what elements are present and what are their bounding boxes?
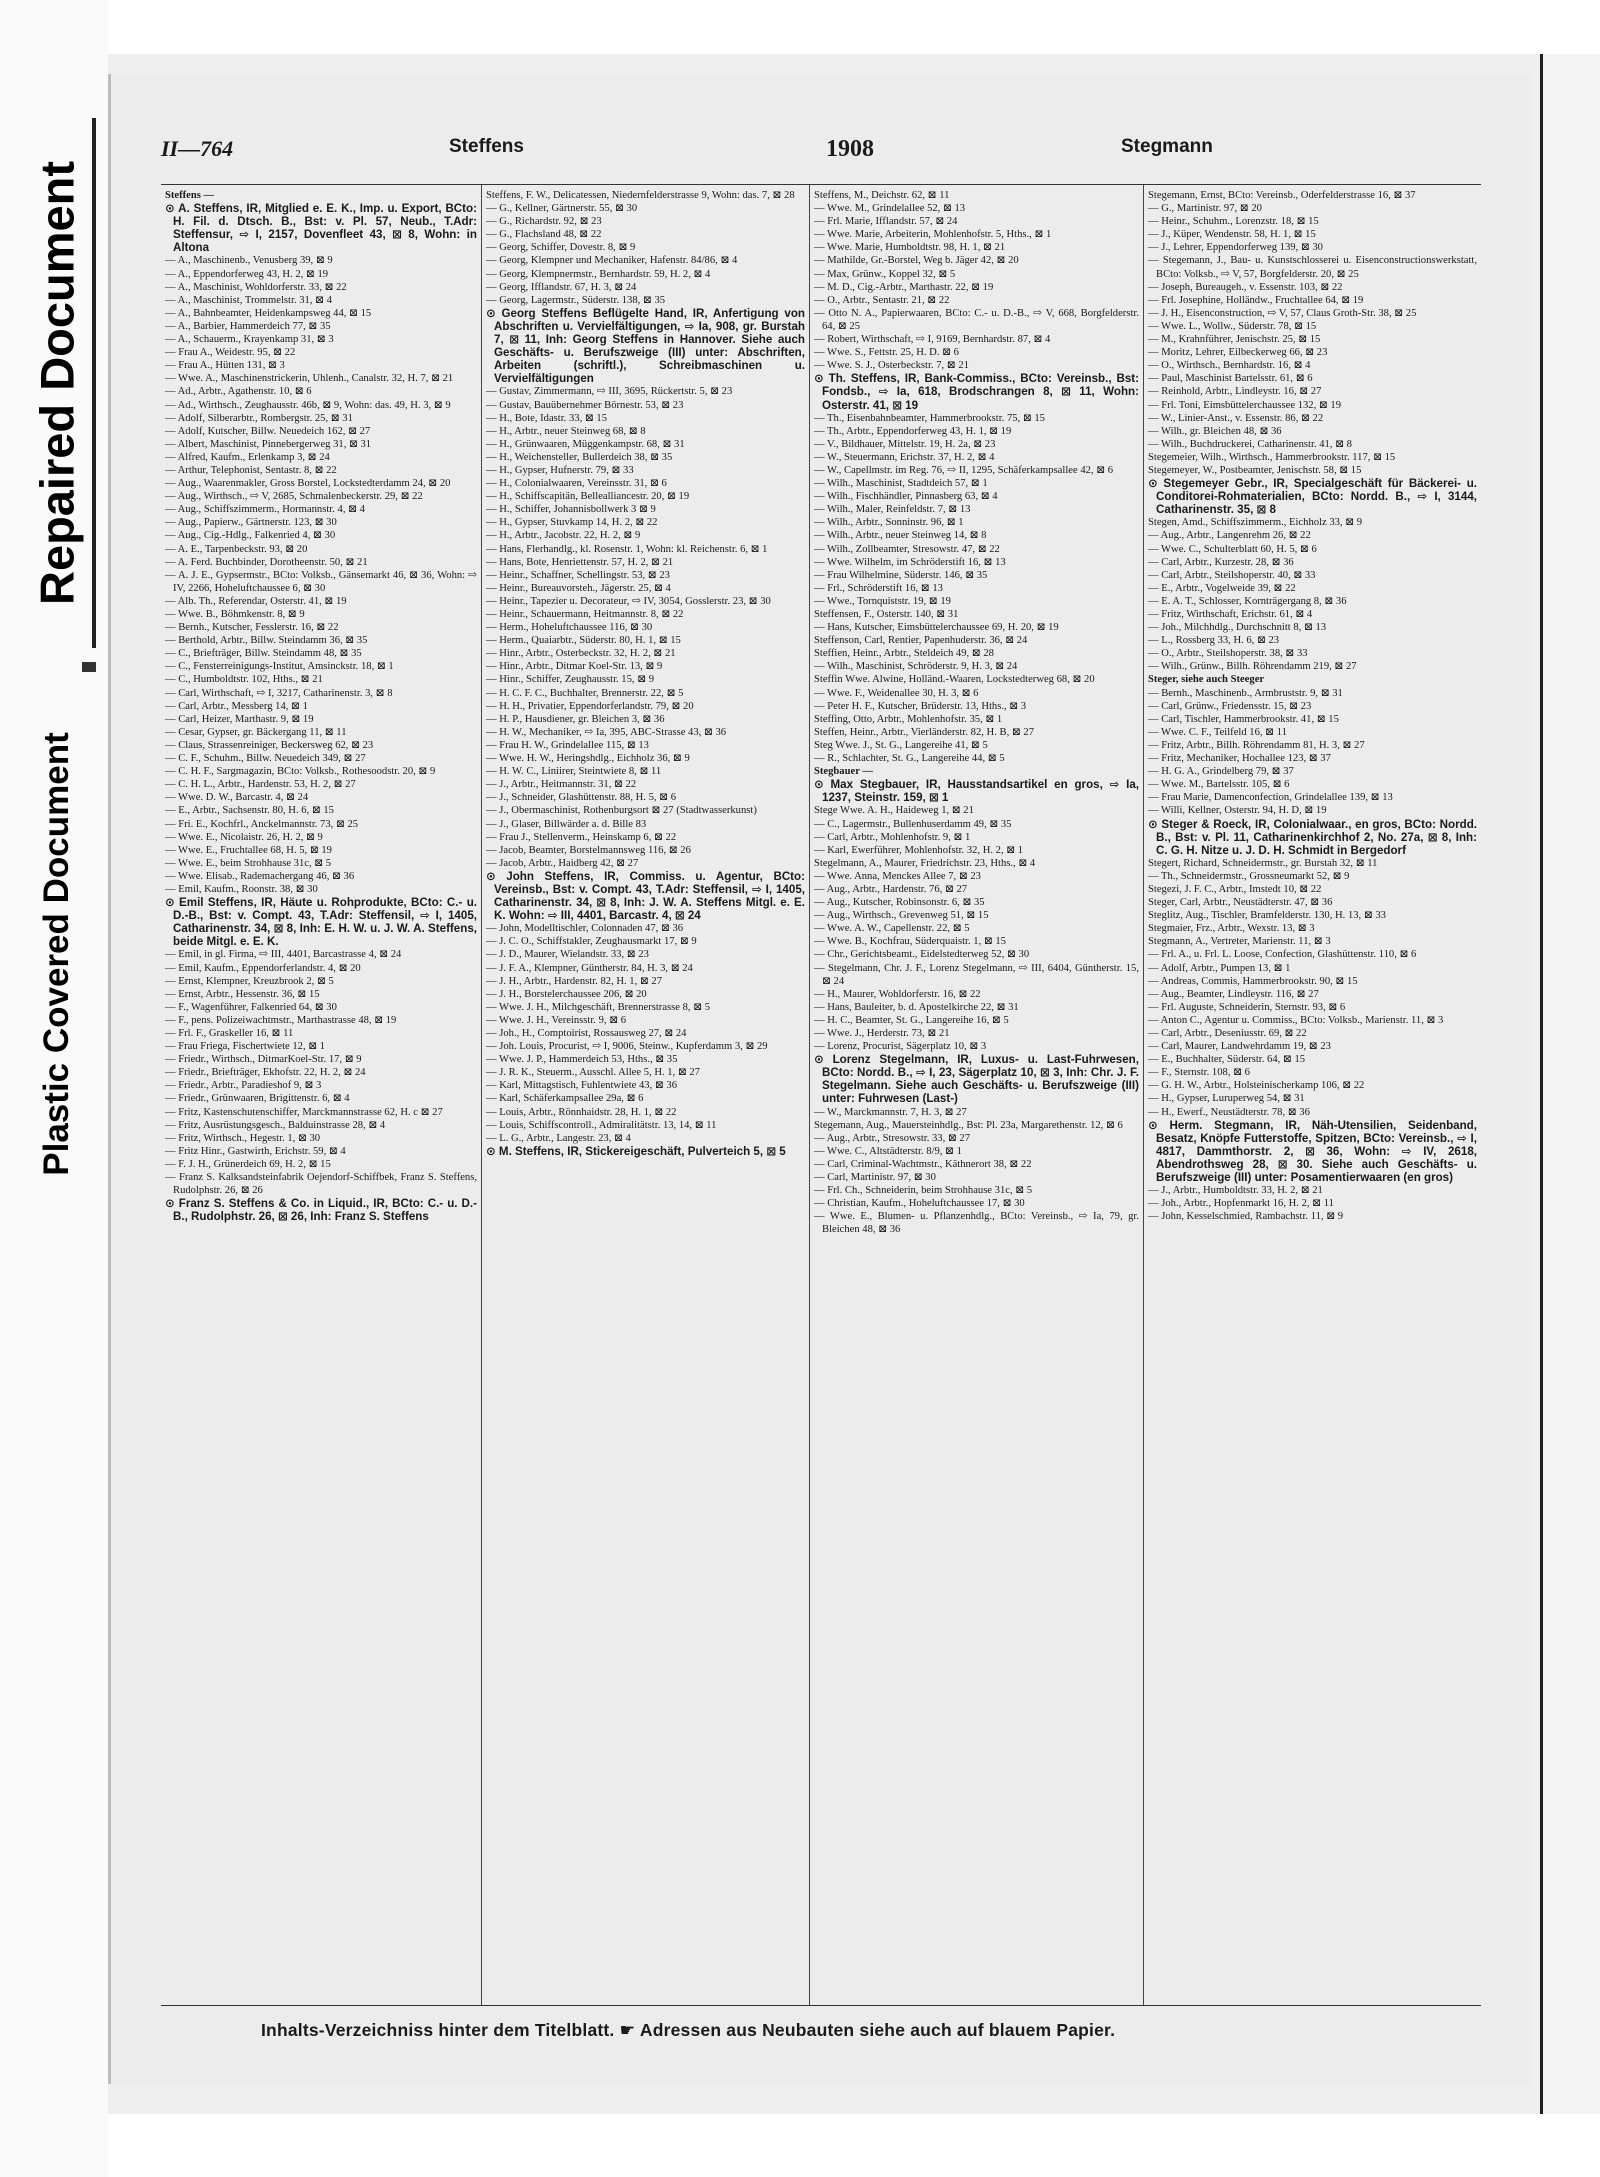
header-right-keyword: Stegmann xyxy=(1121,136,1213,157)
directory-entry: — A., Maschinist, Wohldorferstr. 33, ⊠ 22 xyxy=(165,281,347,293)
directory-entry: — Alfred, Kaufm., Erlenkamp 3, ⊠ 24 xyxy=(165,451,330,463)
directory-entry: — A. E., Tarpenbeckstr. 93, ⊠ 20 xyxy=(165,543,308,555)
column-3 xyxy=(809,185,1143,2005)
directory-entry: — Herm., Hoheluftchaussee 116, ⊠ 30 xyxy=(486,622,653,634)
directory-entry: — J. H., Borstelerchaussee 206, ⊠ 20 xyxy=(486,988,647,1000)
directory-entry: — Aug., Arbtr., Langenrehm 26, ⊠ 22 xyxy=(1148,530,1311,542)
directory-entry: — Wwe. E., beim Strohhause 31c, ⊠ 5 xyxy=(165,857,332,869)
directory-entry: — Wwe. H. W., Heringshdlg., Eichholz 36, ⊠ 9 xyxy=(486,753,690,765)
directory-entry: — A., Maschinist, Trommelstr. 31, ⊠ 4 xyxy=(165,294,332,306)
directory-entry: — Gustav, Bauübernehmer Börnestr. 53, ⊠ 23 xyxy=(486,399,684,411)
directory-entry: — Carl, Criminal-Wachtmstr., Käthnerort 38, ⊠ 22 xyxy=(814,1158,1032,1170)
directory-entry: — Hans, Flerhandlg., kl. Rosenstr. 1, Wohn: kl. Reichenstr. 6, ⊠ 1 xyxy=(486,543,768,555)
directory-entry: — H., Grünwaaren, Müggenkampstr. 68, ⊠ 31 xyxy=(486,438,685,450)
directory-entry: — H., Gypser, Luruperweg 54, ⊠ 31 xyxy=(1148,1093,1305,1105)
surname-heading: Stegbauer — xyxy=(814,766,873,778)
directory-entry: Steg Wwe. J., St. G., Langereihe 41, ⊠ 5 xyxy=(814,739,988,751)
directory-entry: — C. H. F., Sargmagazin, BCto: Volksb., Rothesoodstr. 20, ⊠ 9 xyxy=(165,766,436,778)
directory-entry: — Joh., Arbtr., Hopfenmarkt 16, H. 2, ⊠ 11 xyxy=(1148,1198,1334,1210)
directory-entry: — J. D., Maurer, Wielandstr. 33, ⊠ 23 xyxy=(486,949,649,961)
directory-entry: — Carl, Arbtr., Steilshoperstr. 40, ⊠ 33 xyxy=(1148,569,1316,581)
directory-entry: — Frl. Ch., Schneiderin, beim Strohhause 31c, ⊠ 5 xyxy=(814,1185,1033,1197)
directory-entry: — H., Schiffer, Johannisbollwerk 3 ⊠ 9 xyxy=(486,504,656,516)
directory-entry: — Emil, Kaufm., Roonstr. 38, ⊠ 30 xyxy=(165,883,318,895)
directory-entry: — Wwe. J., Herderstr. 73, ⊠ 21 xyxy=(814,1028,950,1039)
directory-entry: — E., Arbtr., Vogelweide 39, ⊠ 22 xyxy=(1148,582,1296,594)
page-number: II—764 xyxy=(161,136,234,161)
header-left-keyword: Steffens xyxy=(449,136,524,157)
directory-entry: — Hinr., Arbtr., Osterbeckstr. 32, H. 2, ⊠ 21 xyxy=(486,648,676,660)
directory-entry: Steffien, Heinr., Arbtr., Steldeich 49, ⊠ 28 xyxy=(814,648,994,660)
firm-entry: ⊙ Emil Steffens, IR, Häute u. Rohprodukte, BCto: C.- u. D.-B., Bst: v. Compt. 43, T.Adr: Steffensil, ⇨ I, 1405, Catharinenstr. 34, ⊠ 8, Inh: E. H. W. u. J. W. A. Steffens, beide Mitgl. e. E. K. xyxy=(165,896,477,949)
directory-entry: — H. C., Beamter, St. G., Langereihe 16, ⊠ 5 xyxy=(814,1014,1009,1026)
directory-entry: — Wwe. A. W., Capellenstr. 22, ⊠ 5 xyxy=(814,923,970,935)
scanned-page xyxy=(108,54,1598,2114)
directory-entry: Stegen, Amd., Schiffszimmerm., Eichholz 33, ⊠ 9 xyxy=(1148,517,1363,529)
directory-entry: — Berthold, Arbtr., Billw. Steindamm 36, ⊠ 35 xyxy=(165,635,368,647)
directory-entry: — Claus, Strassenreiniger, Beckersweg 62, ⊠ 23 xyxy=(165,739,374,751)
directory-entry: Steger, Carl, Arbtr., Neustädterstr. 47, ⊠ 36 xyxy=(1148,897,1333,909)
column-1 xyxy=(161,185,481,2005)
directory-entry: — Wwe., Tornquiststr. 19, ⊠ 19 xyxy=(814,595,951,607)
repaired-label-text: Repaired Document xyxy=(30,161,84,605)
directory-entry: — Hinr., Arbtr., Ditmar Koel-Str. 13, ⊠ 9 xyxy=(486,661,663,673)
directory-entry: — Wwe. C., Schulterblatt 60, H. 5, ⊠ 6 xyxy=(1148,543,1317,555)
firm-entry: ⊙ Franz S. Steffens & Co. in Liquid., IR, BCto: C.- u. D.-B., Rudolphstr. 26, ⊠ 26, Inh: Franz S. Steffens xyxy=(165,1197,477,1224)
directory-entry: Stegmann, A., Vertreter, Marienstr. 11, ⊠ 3 xyxy=(1148,936,1331,948)
directory-entry: — J., Arbtr., Heitmannstr. 31, ⊠ 22 xyxy=(486,779,637,791)
directory-entry: — Wwe. Anna, Menckes Allee 7, ⊠ 23 xyxy=(814,870,981,882)
directory-entry: — Wilh., Maler, Reinfeldstr. 7, ⊠ 13 xyxy=(814,504,971,516)
directory-entry: — Heinr., Tapezier u. Decorateur, ⇨ IV, 3054, Gosslerstr. 23, ⊠ 30 xyxy=(486,595,771,607)
directory-entry: — Georg, Klempner und Mechaniker, Hafenstr. 84/86, ⊠ 4 xyxy=(486,255,738,267)
directory-columns xyxy=(161,184,1481,2006)
directory-entry: — Aug., Wirthsch., Grevenweg 51, ⊠ 15 xyxy=(814,910,989,922)
directory-entry: — Friedr., Briefträger, Ekhofstr. 22, H. 2, ⊠ 24 xyxy=(165,1067,366,1079)
directory-entry: — Wilh., Maschinist, Schröderstr. 9, H. 3, ⊠ 24 xyxy=(814,661,1018,673)
directory-entry: — C., Lagermstr., Bullenhuserdamm 49, ⊠ 35 xyxy=(814,818,1012,830)
directory-entry: — Aug., Beamter, Lindleystr. 116, ⊠ 27 xyxy=(1148,988,1319,1000)
directory-entry: — L., Rossberg 33, H. 6, ⊠ 23 xyxy=(1148,635,1280,647)
directory-entry: — Aug., Waarenmakler, Gross Borstel, Lockstedterdamm 24, ⊠ 20 xyxy=(165,478,451,490)
directory-entry: — H., Weichensteller, Bullerdeich 38, ⊠ 35 xyxy=(486,451,673,463)
directory-entry: — C. H. L., Arbtr., Hardenstr. 53, H. 2, ⊠ 27 xyxy=(165,779,356,791)
directory-entry: — Heinr., Schuhm., Lorenzstr. 18, ⊠ 15 xyxy=(1148,216,1319,228)
directory-entry: — C. F., Schuhm., Billw. Neuedeich 349, ⊠ 27 xyxy=(165,753,366,765)
directory-entry: — Karl, Ewerführer, Mohlenhofstr. 32, H. 2, ⊠ 1 xyxy=(814,844,1024,856)
directory-entry: — Georg, Ifflandstr. 67, H. 3, ⊠ 24 xyxy=(486,281,637,293)
directory-entry: — Mathilde, Gr.-Borstel, Weg b. Jäger 42, ⊠ 20 xyxy=(814,255,1019,267)
directory-entry: Steffenson, Carl, Rentier, Papenhuderstr. 36, ⊠ 24 xyxy=(814,635,1028,647)
directory-entry: — Frau A., Hütten 131, ⊠ 3 xyxy=(165,360,285,372)
directory-entry: — Carl, Arbtr., Mohlenhofstr. 9, ⊠ 1 xyxy=(814,831,971,843)
directory-entry: — A., Bahnbeamter, Heidenkampsweg 44, ⊠ 15 xyxy=(165,307,372,319)
directory-entry: — Frl., Schröderstift 16, ⊠ 13 xyxy=(814,582,943,594)
directory-entry: — F. J. H., Grünerdeich 69, H. 2, ⊠ 15 xyxy=(165,1158,331,1170)
directory-entry: — Aug., Cig.-Hdlg., Falkenried 4, ⊠ 30 xyxy=(165,530,336,542)
directory-entry: — J. H., Eisenconstruction, ⇨ V, 57, Claus Groth-Str. 38, ⊠ 25 xyxy=(1148,307,1417,319)
directory-entry: — H. W., Mechaniker, ⇨ Ia, 395, ABC-Strasse 43, ⊠ 36 xyxy=(486,726,727,738)
directory-entry: — V., Bildhauer, Mittelstr. 19, H. 2a, ⊠ 23 xyxy=(814,438,996,450)
directory-entry: — G., Flachsland 48, ⊠ 22 xyxy=(486,229,602,241)
directory-entry: — H., Bote, Idastr. 33, ⊠ 15 xyxy=(486,412,607,424)
directory-entry: — H., Gypser, Hufnerstr. 79, ⊠ 33 xyxy=(486,464,634,476)
directory-entry: — Franz S. Kalksandsteinfabrik Oejendorf-Schiffbek, Franz S. Steffens, Rudolphstr. 26, ⊠ 26 xyxy=(165,1172,477,1197)
directory-entry: — M. D., Cig.-Arbtr., Marthastr. 22, ⊠ 19 xyxy=(814,281,994,293)
directory-entry: — Arthur, Telephonist, Sentastr. 8, ⊠ 22 xyxy=(165,464,337,476)
directory-entry: — Wwe. M., Grindelallee 52, ⊠ 13 xyxy=(814,203,966,215)
directory-entry: — John, Kesselschmied, Rambachstr. 11, ⊠ 9 xyxy=(1148,1211,1344,1223)
directory-entry: — H. H., Privatier, Eppendorferlandstr. 79, ⊠ 20 xyxy=(486,700,694,712)
directory-entry: — J. F. A., Klempner, Güntherstr. 84, H. 3, ⊠ 24 xyxy=(486,962,693,974)
directory-entry: — Karl, Mittagstisch, Fuhlentwiete 43, ⊠ 36 xyxy=(486,1080,678,1092)
directory-entry: — J., Lehrer, Eppendorferweg 139, ⊠ 30 xyxy=(1148,242,1323,254)
directory-entry: — Wwe. D. W., Barcastr. 4, ⊠ 24 xyxy=(165,792,309,804)
directory-entry: — Heinr., Schauermann, Heitmannstr. 8, ⊠ 22 xyxy=(486,609,684,620)
directory-entry: Stegemann, Aug., Mauersteinhdlg., Bst: Pl. 23a, Margarethenstr. 12, ⊠ 6 xyxy=(814,1119,1123,1131)
directory-entry: — F., Sternstr. 108, ⊠ 6 xyxy=(1148,1067,1250,1079)
directory-entry: — Karl, Schäferkampsallee 29a, ⊠ 6 xyxy=(486,1093,644,1105)
directory-entry: — Wwe. S., Fettstr. 25, H. D. ⊠ 6 xyxy=(814,347,959,359)
directory-entry: — J., Obermaschinist, Rothenburgsort ⊠ 27 (Stadtwasserkunst) xyxy=(486,805,757,817)
directory-entry: Stegert, Richard, Schneidermstr., gr. Burstah 32, ⊠ 11 xyxy=(1148,857,1378,869)
repaired-document-label xyxy=(22,118,96,648)
directory-entry: — H., Maurer, Wohldorferstr. 16, ⊠ 22 xyxy=(814,988,981,1000)
directory-entry: Steffens, M., Deichstr. 62, ⊠ 11 xyxy=(814,190,950,201)
directory-entry: Stegemeier, Wilh., Wirthsch., Hammerbrookstr. 117, ⊠ 15 xyxy=(1148,451,1396,463)
directory-entry: — H., Colonialwaaren, Vereinsstr. 31, ⊠ 6 xyxy=(486,478,667,490)
directory-entry: — A., Schauerm., Krayenkamp 31, ⊠ 3 xyxy=(165,334,334,346)
plastic-covered-label xyxy=(22,676,92,1232)
surname-heading: Steger, siehe auch Steeger xyxy=(1148,674,1265,686)
surname-heading: Steffens — xyxy=(165,190,215,201)
firm-entry: ⊙ Th. Steffens, IR, Bank-Commiss., BCto: Vereinsb., Bst: Fondsb., ⇨ Ia, 618, Brodschrangen 8, ⊠ 11, Wohn: Osterstr. 41, ⊠ 19 xyxy=(814,372,1139,412)
directory-entry: — C., Briefträger, Billw. Steindamm 48, ⊠ 35 xyxy=(165,648,362,660)
directory-entry: — Frl. Marie, Ifflandstr. 57, ⊠ 24 xyxy=(814,216,958,228)
directory-entry: — Carl, Martinistr. 97, ⊠ 30 xyxy=(814,1172,936,1184)
directory-entry: — Louis, Schiffscontroll., Admiralitätstr. 13, 14, ⊠ 11 xyxy=(486,1119,717,1131)
directory-entry: — Peter H. F., Kutscher, Brüderstr. 13, Hths., ⊠ 3 xyxy=(814,700,1027,712)
directory-entry: — H., Gypser, Stuvkamp 14, H. 2, ⊠ 22 xyxy=(486,517,658,529)
firm-entry: ⊙ Herm. Stegmann, IR, Näh-Utensilien, Seidenband, Besatz, Knöpfe Futterstoffe, Spitzen, BCto: Vereinsb., ⇨ I, 4817, Dammthorstr. 2, ⊠ 36, Wohn: ⇨ IV, 2618, Abendrothsweg 28, ⊠ 30. Siehe auch Geschäfts- u. Berufszweige (III) unter: Posamentierwaaren (en gros) xyxy=(1148,1118,1477,1185)
directory-entry: — G., Martinistr. 97, ⊠ 20 xyxy=(1148,203,1262,215)
directory-entry: Steglitz, Aug., Tischler, Bramfelderstr. 130, H. 13, ⊠ 33 xyxy=(1148,910,1386,922)
directory-entry: — Frau Marie, Damenconfection, Grindelallee 139, ⊠ 13 xyxy=(1148,792,1393,804)
directory-entry: — L. G., Arbtr., Langestr. 23, ⊠ 4 xyxy=(486,1132,631,1144)
directory-entry: — Anton C., Agentur u. Commiss., BCto: Volksb., Marienstr. 11, ⊠ 3 xyxy=(1148,1014,1444,1026)
firm-entry: ⊙ Max Stegbauer, IR, Hausstandsartikel en gros, ⇨ Ia, 1237, Steinstr. 159, ⊠ 1 xyxy=(814,778,1139,805)
directory-entry: — Frau Wilhelmine, Süderstr. 146, ⊠ 35 xyxy=(814,569,988,581)
directory-entry: — Ad., Arbtr., Agathenstr. 10, ⊠ 6 xyxy=(165,386,312,398)
column-4 xyxy=(1143,185,1481,2005)
running-header xyxy=(161,136,1491,176)
directory-entry: — H. P., Hausdiener, gr. Bleichen 3, ⊠ 36 xyxy=(486,713,665,725)
firm-entry: ⊙ Lorenz Stegelmann, IR, Luxus- u. Last-Fuhrwesen, BCto: Nordd. B., ⇨ I, 23, Sägerplatz 10, ⊠ 3, Inh: Chr. J. F. Stegelmann. Siehe auch Geschäfts- u. Berufszweige (III) unter: Fuhrwesen (Last-) xyxy=(814,1053,1139,1106)
directory-entry: — Wwe. A., Maschinenstrickerin, Uhlenh., Canalstr. 32, H. 7, ⊠ 21 xyxy=(165,373,454,385)
directory-entry: — Georg, Lagermstr., Süderstr. 138, ⊠ 35 xyxy=(486,294,666,306)
directory-entry: — Fritz, Wirthschaft, Erichstr. 61, ⊠ 4 xyxy=(1148,609,1313,620)
directory-entry: — C., Humboldtstr. 102, Hths., ⊠ 21 xyxy=(165,674,323,686)
directory-entry: — Fritz, Kastenschutenschiffer, Marckmannstrasse 62, H. c ⊠ 27 xyxy=(165,1106,443,1118)
directory-entry: — John, Modelltischler, Colonnaden 47, ⊠ 36 xyxy=(486,923,684,935)
directory-entry: — Wilh., Arbtr., Sonninstr. 96, ⊠ 1 xyxy=(814,517,964,529)
footer-note: Inhalts-Verzeichniss hinter dem Titelblatt. ☛ Adressen aus Neubauten siehe auch auf blauem Papier. xyxy=(261,2020,1116,2040)
directory-entry: — F., pens. Polizeiwachtmstr., Marthastrasse 48, ⊠ 19 xyxy=(165,1014,397,1026)
directory-entry: — Otto N. A., Papierwaaren, BCto: C.- u. D.-B., ⇨ V, 668, Borgfelderstr. 64, ⊠ 25 xyxy=(814,307,1139,332)
directory-entry: — Joh., H., Comptoirist, Rossausweg 27, ⊠ 24 xyxy=(486,1028,687,1039)
directory-entry: — A., Maschinenb., Venusberg 39, ⊠ 9 xyxy=(165,255,333,267)
directory-entry: — Ad., Wirthsch., Zeughausstr. 46b, ⊠ 9, Wohn: das. 49, H. 3, ⊠ 9 xyxy=(165,399,451,411)
directory-entry: — Wwe. Wilhelm, im Schröderstift 16, ⊠ 13 xyxy=(814,556,1006,568)
directory-entry: — Hinr., Schiffer, Zeughausstr. 15, ⊠ 9 xyxy=(486,674,655,686)
directory-entry: — Wwe. J. P., Hammerdeich 53, Hths., ⊠ 35 xyxy=(486,1054,678,1066)
directory-entry: — H., Arbtr., neuer Steinweg 68, ⊠ 8 xyxy=(486,425,646,437)
directory-entry: — Frau H. W., Grindelallee 115, ⊠ 13 xyxy=(486,739,649,751)
directory-entry: — Willi, Kellner, Osterstr. 94, H. D, ⊠ 19 xyxy=(1148,805,1327,817)
plastic-label-text: Plastic Covered Document xyxy=(37,732,76,1176)
directory-entry: — Friedr., Arbtr., Paradieshof 9, ⊠ 3 xyxy=(165,1080,322,1092)
directory-entry: — Robert, Wirthschaft, ⇨ I, 9169, Bernhardstr. 87, ⊠ 4 xyxy=(814,334,1051,346)
directory-entry: — Albert, Maschinist, Pinnebergerweg 31, ⊠ 31 xyxy=(165,438,372,450)
directory-entry: — Alb. Th., Referendar, Osterstr. 41, ⊠ 19 xyxy=(165,595,347,607)
directory-entry: Stegezi, J. F. C., Arbtr., Imstedt 10, ⊠ 22 xyxy=(1148,883,1322,895)
directory-entry: — O., Arbtr., Sentastr. 21, ⊠ 22 xyxy=(814,294,950,306)
directory-entry: — Frl. F., Graskeller 16, ⊠ 11 xyxy=(165,1028,294,1039)
directory-entry: — Fritz, Ausrüstungsgesch., Balduinstrasse 28, ⊠ 4 xyxy=(165,1119,386,1131)
directory-entry: — J. R. K., Steuerm., Ausschl. Allee 5, H. 1, ⊠ 27 xyxy=(486,1067,700,1079)
directory-entry: Steffensen, F., Osterstr. 140, ⊠ 31 xyxy=(814,609,959,620)
directory-entry: — C., Fensterreinigungs-Institut, Amsinckstr. 18, ⊠ 1 xyxy=(165,661,394,673)
directory-entry: — Wwe. M., Bartelsstr. 105, ⊠ 6 xyxy=(1148,779,1290,791)
firm-entry: ⊙ Stegemeyer Gebr., IR, Specialgeschäft für Bäckerei- u. Conditorei-Rohmaterialien, BCto: Nordd. B., ⇨ I, 3144, Catharinenstr. 35, ⊠ 8 xyxy=(1148,477,1477,517)
directory-entry: Steffin Wwe. Alwine, Holländ.-Waaren, Lockstedterweg 68, ⊠ 20 xyxy=(814,674,1095,686)
directory-entry: — Th., Arbtr., Eppendorferweg 43, H. 1, ⊠ 19 xyxy=(814,425,1012,437)
directory-entry: — Christian, Kaufm., Hoheluftchaussee 17, ⊠ 30 xyxy=(814,1198,1025,1210)
directory-entry: — J., Glaser, Billwärder a. d. Bille 83 xyxy=(486,818,647,830)
directory-entry: — Wilh., Zollbeamter, Stresowstr. 47, ⊠ 22 xyxy=(814,543,1000,555)
directory-entry: — Frau Friega, Fischertwiete 12, ⊠ 1 xyxy=(165,1041,326,1053)
directory-entry: — J., Schneider, Glashüttenstr. 88, H. 5, ⊠ 6 xyxy=(486,792,676,804)
directory-entry: — W., Steuermann, Erichstr. 37, H. 2, ⊠ 4 xyxy=(814,451,995,463)
directory-entry: — Herm., Quaiarbtr., Süderstr. 80, H. 1, ⊠ 15 xyxy=(486,635,681,647)
directory-entry: — Wwe. Marie, Arbeiterin, Mohlenhofstr. 5, Hths., ⊠ 1 xyxy=(814,229,1052,241)
directory-entry: — Wwe. Elisab., Rademachergang 46, ⊠ 36 xyxy=(165,870,355,882)
directory-entry: — Adolf, Kutscher, Billw. Neuedeich 162, ⊠ 27 xyxy=(165,425,371,437)
directory-entry: — Frl. Toni, Eimsbüttelerchaussee 132, ⊠ 19 xyxy=(1148,399,1342,411)
directory-entry: Stegelmann, A., Maurer, Friedrichstr. 23, Hths., ⊠ 4 xyxy=(814,857,1036,869)
directory-entry: — Emil, Kaufm., Eppendorferlandstr. 4, ⊠ 20 xyxy=(165,962,361,974)
directory-entry: — H., Schiffscapitän, Bellealliancestr. 20, ⊠ 19 xyxy=(486,491,690,503)
directory-entry: — H. C. F. C., Buchhalter, Brennerstr. 22, ⊠ 5 xyxy=(486,687,684,699)
directory-entry: — J., Küper, Wendenstr. 58, H. 1, ⊠ 15 xyxy=(1148,229,1316,241)
directory-entry: — Cesar, Gypser, gr. Bäckergang 11, ⊠ 11 xyxy=(165,726,347,738)
directory-entry: — Wwe. S. J., Osterbeckstr. 7, ⊠ 21 xyxy=(814,360,969,372)
directory-entry: Stegemann, Ernst, BCto: Vereinsb., Oderfelderstrasse 16, ⊠ 37 xyxy=(1148,190,1416,201)
directory-entry: — M., Krahnführer, Jenischstr. 25, ⊠ 15 xyxy=(1148,334,1321,346)
directory-entry: — A. J. E., Gypsermstr., BCto: Volksb., Gänsemarkt 46, ⊠ 36, Wohn: ⇨ IV, 2266, Hoheluftchaussee 6, ⊠ 30 xyxy=(165,569,477,594)
directory-entry: — Lorenz, Procurist, Sägerplatz 10, ⊠ 3 xyxy=(814,1041,987,1053)
directory-entry: — Frau A., Weidestr. 95, ⊠ 22 xyxy=(165,347,296,359)
directory-entry: — Jacob, Beamter, Borstelmannsweg 116, ⊠ 26 xyxy=(486,844,691,856)
directory-entry: — Carl, Wirthschaft, ⇨ I, 3217, Catharinenstr. 3, ⊠ 8 xyxy=(165,687,393,699)
directory-entry: — A. Ferd. Buchbinder, Dorotheenstr. 50, ⊠ 21 xyxy=(165,556,368,568)
directory-entry: — Wwe. J. H., Milchgeschäft, Brennerstrasse 8, ⊠ 5 xyxy=(486,1001,711,1013)
column-2 xyxy=(481,185,809,2005)
label-divider xyxy=(82,662,96,672)
directory-entry: — Fri. E., Kochfrl., Anckelmannstr. 73, ⊠ 25 xyxy=(165,818,359,830)
directory-entry: — Max, Grünw., Koppel 32, ⊠ 5 xyxy=(814,268,956,280)
firm-entry: ⊙ Steger & Roeck, IR, Colonialwaar., en gros, BCto: Nordd. B., Bst: v. Pl. 11, Catharinenkirchhof 2, No. 27a, ⊠ 8, Inh: C. G. H. Nitze u. J. D. H. Schmidt in Bergedorf xyxy=(1148,817,1477,857)
directory-entry: — H., Ewerf., Neustädterstr. 78, ⊠ 36 xyxy=(1148,1106,1310,1118)
directory-entry: — Fritz, Mechaniker, Hochallee 123, ⊠ 37 xyxy=(1148,753,1331,765)
directory-entry: — Carl, Arbtr., Kurzestr. 28, ⊠ 36 xyxy=(1148,556,1294,568)
directory-entry: — Wwe. C., Altstädterstr. 8/9, ⊠ 1 xyxy=(814,1145,962,1157)
directory-entry: — W., Marckmannstr. 7, H. 3, ⊠ 27 xyxy=(814,1106,967,1118)
directory-entry: — Fritz, Wirthsch., Hegestr. 1, ⊠ 30 xyxy=(165,1132,321,1144)
directory-entry: — Heinr., Schaffner, Schellingstr. 53, ⊠ 23 xyxy=(486,569,670,581)
directory-entry: — Hans, Bauleiter, b. d. Apostelkirche 22, ⊠ 31 xyxy=(814,1001,1019,1013)
directory-entry: — Gustav, Zimmermann, ⇨ III, 3695, Rückertstr. 5, ⊠ 23 xyxy=(486,386,733,398)
directory-entry: — Wwe. E., Nicolaistr. 26, H. 2, ⊠ 9 xyxy=(165,831,323,843)
directory-entry: Steffen, Heinr., Arbtr., Vierländerstr. 82, H. B, ⊠ 27 xyxy=(814,726,1034,738)
directory-entry: — Hans, Bote, Henriettenstr. 57, H. 2, ⊠ 21 xyxy=(486,556,674,568)
directory-entry: — Wilh., Maschinist, Stadtdeich 57, ⊠ 1 xyxy=(814,478,988,490)
directory-entry: Stegemeyer, W., Postbeamter, Jenischstr. 58, ⊠ 15 xyxy=(1148,464,1362,476)
directory-entry: — H., Arbtr., Jacobstr. 22, H. 2, ⊠ 9 xyxy=(486,530,641,542)
directory-entry: — Joseph, Bureaugeh., v. Essenstr. 103, ⊠ 22 xyxy=(1148,281,1343,293)
directory-entry: — Aug., Schiffszimmerm., Hormannstr. 4, ⊠ 4 xyxy=(165,504,365,516)
directory-entry: — Stegemann, J., Bau- u. Kunstschlosserei u. Eisenconstructionswerkstatt, BCto: Volksb., ⇨ V, 57, Borgfelderstr. 20, ⊠ 25 xyxy=(1148,255,1477,280)
directory-entry: — J. H., Arbtr., Hardenstr. 82, H. 1, ⊠ 27 xyxy=(486,975,663,987)
directory-entry: — Wilh., Buchdruckerei, Catharinenstr. 41, ⊠ 8 xyxy=(1148,438,1352,450)
directory-entry: — Heinr., Bureauvorsteh., Jägerstr. 25, ⊠ 4 xyxy=(486,582,671,594)
directory-entry: — F., Wagenführer, Falkenried 64, ⊠ 30 xyxy=(165,1001,337,1013)
directory-entry: Steffens, F. W., Delicatessen, Niedernfelderstrasse 9, Wohn: das. 7, ⊠ 28 xyxy=(486,190,795,201)
directory-entry: — Carl, Grünw., Friedensstr. 15, ⊠ 23 xyxy=(1148,700,1312,712)
directory-entry: — Andreas, Commis, Hammerbrookstr. 90, ⊠ 15 xyxy=(1148,975,1358,987)
directory-entry: — Wilh., Grünw., Billh. Röhrendamm 219, ⊠ 27 xyxy=(1148,661,1357,673)
directory-entry: — J., Arbtr., Humboldtstr. 33, H. 2, ⊠ 21 xyxy=(1148,1185,1323,1197)
directory-entry: — Aug., Wirthsch., ⇨ V, 2685, Schmalenbeckerstr. 29, ⊠ 22 xyxy=(165,491,423,503)
directory-entry: — Frl. Josephine, Holländw., Fruchtallee 64, ⊠ 19 xyxy=(1148,294,1364,306)
directory-entry: — A., Eppendorferweg 43, H. 2, ⊠ 19 xyxy=(165,268,329,280)
directory-entry: — Wwe. E., Blumen- u. Pflanzenhdlg., BCto: Vereinsb., ⇨ Ia, 79, gr. Bleichen 48, ⊠ 36 xyxy=(814,1211,1139,1236)
directory-entry: — Aug., Arbtr., Stresowstr. 33, ⊠ 27 xyxy=(814,1132,971,1144)
directory-entry: — Ernst, Klempner, Kreuzbrook 2, ⊠ 5 xyxy=(165,975,334,987)
directory-entry: Steffing, Otto, Arbtr., Mohlenhofstr. 35, ⊠ 1 xyxy=(814,713,1003,725)
directory-entry: Stege Wwe. A. H., Haideweg 1, ⊠ 21 xyxy=(814,805,974,817)
firm-entry: ⊙ John Steffens, IR, Commiss. u. Agentur, BCto: Vereinsb., Bst: v. Compt. 43, T.Adr: Steffensil, ⇨ I, 1405, Catharinenstr. 34, ⊠ 8, Inh: J. W. A. Steffens Mitgl. e. E. K. Wohn: ⇨ III, 4401, Barcastr. 4, ⊠ 24 xyxy=(486,869,805,923)
directory-entry: — Hans, Kutscher, Eimsbüttelerchaussee 69, H. 20, ⊠ 19 xyxy=(814,622,1059,634)
directory-entry: — Wwe. E., Fruchtallee 68, H. 5, ⊠ 19 xyxy=(165,844,332,856)
directory-entry: — Th., Schneidermstr., Grossneumarkt 52, ⊠ 9 xyxy=(1148,870,1350,882)
directory-entry: — Wilh., gr. Bleichen 48, ⊠ 36 xyxy=(1148,425,1282,437)
directory-entry: — Wilh., Arbtr., neuer Steinweg 14, ⊠ 8 xyxy=(814,530,987,542)
directory-entry: — Paul, Maschinist Bartelsstr. 61, ⊠ 6 xyxy=(1148,373,1313,385)
directory-entry: — Jacob, Arbtr., Haidberg 42, ⊠ 27 xyxy=(486,857,639,869)
directory-entry: — G., Richardstr. 92, ⊠ 23 xyxy=(486,216,602,228)
directory-entry: — O., Arbtr., Steilshoperstr. 38, ⊠ 33 xyxy=(1148,648,1308,660)
directory-entry: — Wwe. L., Wollw., Süderstr. 78, ⊠ 15 xyxy=(1148,320,1317,332)
directory-entry: — Adolf, Arbtr., Pumpen 13, ⊠ 1 xyxy=(1148,962,1291,974)
directory-entry: — Wwe. B., Kochfrau, Süderquaistr. 1, ⊠ 15 xyxy=(814,936,1006,948)
firm-entry: ⊙ A. Steffens, IR, Mitglied e. E. K., Imp. u. Export, BCto: H. Fil. d. Dtsch. B., Bst: v. Pl. 57, Neub., T.Adr: Steffensur, ⇨ I, 2157, Dovenfleet 43, ⊠ 8, Wohn: in Altona xyxy=(165,202,477,255)
directory-entry: — Stegelmann, Chr. J. F., Lorenz Stegelmann, ⇨ III, 6404, Güntherstr. 15, ⊠ 24 xyxy=(814,962,1139,987)
directory-entry: — Bernh., Kutscher, Fesslerstr. 16, ⊠ 22 xyxy=(165,622,339,634)
directory-entry: — Fritz, Arbtr., Billh. Röhrendamm 81, H. 3, ⊠ 27 xyxy=(1148,739,1365,751)
directory-entry: — Wwe. F., Weidenallee 30, H. 3, ⊠ 6 xyxy=(814,687,979,699)
directory-entry: — Joh., Milchhdlg., Durchschnitt 8, ⊠ 13 xyxy=(1148,622,1327,634)
directory-entry: — J. C. O., Schiffstakler, Zeughausmarkt 17, ⊠ 9 xyxy=(486,936,697,948)
directory-entry: — Frl. Auguste, Schneiderin, Sternstr. 93, ⊠ 6 xyxy=(1148,1001,1346,1013)
directory-entry: — Joh. Louis, Procurist, ⇨ I, 9006, Steinw., Kupferdamm 3, ⊠ 29 xyxy=(486,1041,768,1053)
directory-page xyxy=(108,74,1531,2084)
directory-entry: — W., Capellmstr. im Reg. 76, ⇨ II, 1295, Schäferkampsallee 42, ⊠ 6 xyxy=(814,464,1114,476)
directory-entry: — Carl, Maurer, Landwehrdamm 19, ⊠ 23 xyxy=(1148,1041,1331,1053)
archive-label-strip xyxy=(0,0,108,2177)
firm-entry: ⊙ Georg Steffens Beflügelte Hand, IR, Anfertigung von Abschriften u. Vervielfältigungen, ⇨ Ia, 908, gr. Burstah 7, ⊠ 11, Inh: Georg Steffens in Hannover. Siehe auch Geschäfts- u. Berufszweige (III) unter: Abschriften, Arbeiten (schriftl.), Schreibmaschinen u. Vervielfältigungen xyxy=(486,306,805,386)
directory-entry: — H. W. C., Liniirer, Steintwiete 8, ⊠ 11 xyxy=(486,766,662,778)
directory-entry: — Wwe. B., Böhmkenstr. 8, ⊠ 9 xyxy=(165,609,305,620)
directory-entry: — E., Buchhalter, Süderstr. 64, ⊠ 15 xyxy=(1148,1054,1306,1066)
directory-entry: — Carl, Heizer, Marthastr. 9, ⊠ 19 xyxy=(165,713,314,725)
directory-entry: — Wilh., Fischhändler, Pinnasberg 63, ⊠ 4 xyxy=(814,491,998,503)
directory-entry: — Carl, Arbtr., Messberg 14, ⊠ 1 xyxy=(165,700,308,712)
directory-entry: — E., Arbtr., Sachsenstr. 80, H. 6, ⊠ 15 xyxy=(165,805,334,817)
directory-entry: — Wwe. J. H., Vereinsstr. 9, ⊠ 6 xyxy=(486,1014,627,1026)
directory-entry: — Georg, Klempnermstr., Bernhardstr. 59, H. 2, ⊠ 4 xyxy=(486,268,711,280)
directory-entry: — Emil, in gl. Firma, ⇨ III, 4401, Barcastrasse 4, ⊠ 24 xyxy=(165,949,402,961)
directory-entry: — Moritz, Lehrer, Eilbeckerweg 66, ⊠ 23 xyxy=(1148,347,1328,359)
directory-entry: — E. A. T., Schlosser, Kornträgergang 8, ⊠ 36 xyxy=(1148,595,1347,607)
directory-entry: — Frl. A., u. Frl. L. Loose, Confection, Glashüttenstr. 110, ⊠ 6 xyxy=(1148,949,1417,961)
directory-entry: — A., Barbier, Hammerdeich 77, ⊠ 35 xyxy=(165,320,331,332)
directory-entry: — Georg, Schiffer, Dovestr. 8, ⊠ 9 xyxy=(486,242,636,254)
directory-entry: Stegmaier, Frz., Arbtr., Wexstr. 13, ⊠ 3 xyxy=(1148,923,1315,935)
page-edge xyxy=(1540,54,1600,2114)
directory-entry: — Ernst, Arbtr., Hessenstr. 36, ⊠ 15 xyxy=(165,988,320,1000)
directory-entry: — G., Kellner, Gärtnerstr. 55, ⊠ 30 xyxy=(486,203,638,215)
directory-entry: — Bernh., Maschinenb., Armbruststr. 9, ⊠ 31 xyxy=(1148,687,1343,699)
directory-entry: — Carl, Tischler, Hammerbrookstr. 41, ⊠ 15 xyxy=(1148,713,1339,725)
directory-entry: — Friedr., Wirthsch., DitmarKoel-Str. 17, ⊠ 9 xyxy=(165,1054,362,1066)
firm-entry: ⊙ M. Steffens, IR, Stickereigeschäft, Pulverteich 5, ⊠ 5 xyxy=(486,1144,786,1158)
header-year: 1908 xyxy=(826,136,874,162)
directory-entry: — Louis, Arbtr., Rönnhaidstr. 28, H. 1, ⊠ 22 xyxy=(486,1106,677,1118)
directory-entry: — O., Wirthsch., Bernhardstr. 16, ⊠ 4 xyxy=(1148,360,1311,372)
directory-entry: — Fritz Hinr., Gastwirth, Erichstr. 59, ⊠ 4 xyxy=(165,1145,346,1157)
directory-entry: — Chr., Gerichtsbeamt., Eidelstedterweg 52, ⊠ 30 xyxy=(814,949,1030,961)
directory-entry: — Reinhold, Arbtr., Lindleystr. 16, ⊠ 27 xyxy=(1148,386,1322,398)
directory-entry: — Aug., Arbtr., Hardenstr. 76, ⊠ 27 xyxy=(814,883,968,895)
directory-entry: — Th., Eisenbahnbeamter, Hammerbrookstr. 75, ⊠ 15 xyxy=(814,412,1045,424)
directory-entry: — Carl, Arbtr., Deseniusstr. 69, ⊠ 22 xyxy=(1148,1028,1307,1039)
directory-entry: — H. G. A., Grindelberg 79, ⊠ 37 xyxy=(1148,766,1294,778)
directory-entry: — Wwe. C. F., Teilfeld 16, ⊠ 11 xyxy=(1148,726,1287,738)
directory-entry: — W., Linier-Anst., v. Essenstr. 86, ⊠ 22 xyxy=(1148,412,1324,424)
directory-entry: — G. H. W., Arbtr., Holsteinischerkamp 106, ⊠ 22 xyxy=(1148,1080,1365,1092)
directory-entry: — R., Schlachter, St. G., Langereihe 44, ⊠ 5 xyxy=(814,753,1005,765)
directory-entry: — Friedr., Grünwaaren, Brigittenstr. 6, ⊠ 4 xyxy=(165,1093,350,1105)
directory-entry: — Frau J., Stellenverm., Heinskamp 6, ⊠ 22 xyxy=(486,831,677,843)
directory-entry: — Adolf, Silberarbtr., Rombergstr. 25, ⊠ 31 xyxy=(165,412,353,424)
directory-entry: — Wwe. Marie, Humboldtstr. 98, H. 1, ⊠ 21 xyxy=(814,242,1006,254)
directory-entry: — Aug., Kutscher, Robinsonstr. 6, ⊠ 35 xyxy=(814,897,985,909)
directory-entry: — Aug., Papierw., Gärtnerstr. 123, ⊠ 30 xyxy=(165,517,337,529)
